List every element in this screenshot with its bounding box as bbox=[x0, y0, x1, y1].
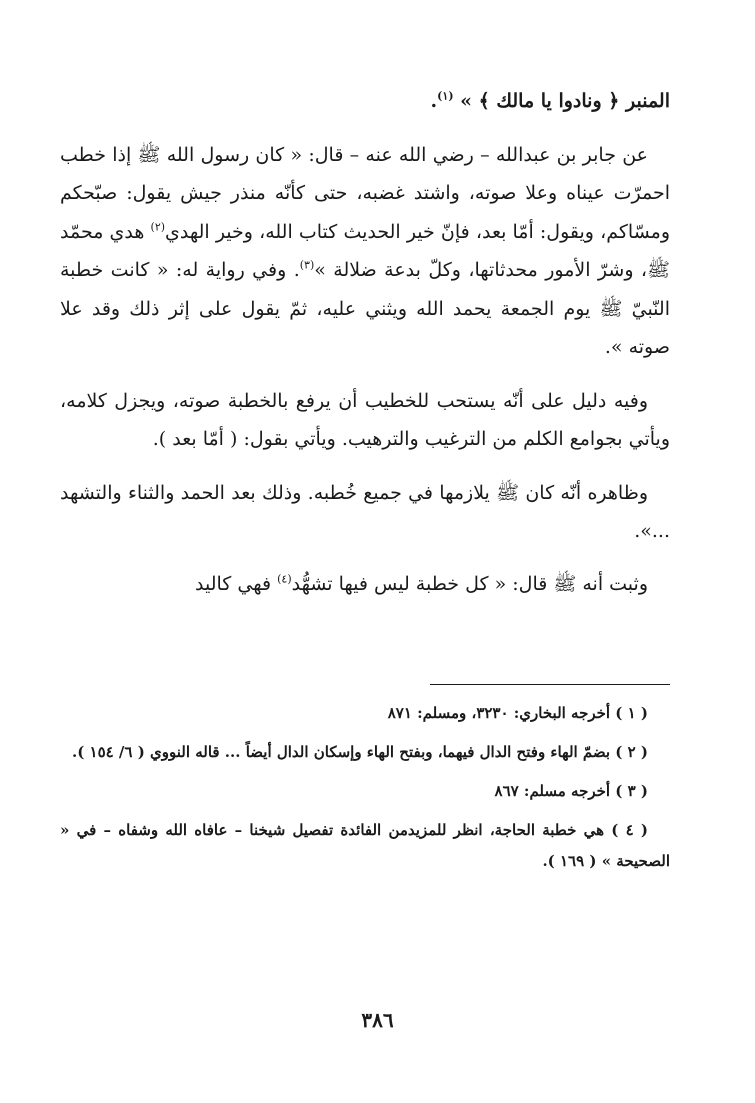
footnote-ref-4: (٤) bbox=[277, 572, 292, 586]
paragraph-1-text: المنبر ﴿ ونادوا يا مالك ﴾ » bbox=[453, 90, 670, 112]
paragraph-5-text: وثبت أنه ﷺ قال: « كل خطبة ليس فيها تشهُّد bbox=[291, 572, 648, 595]
paragraph-3 bbox=[60, 382, 670, 459]
paragraph-4 bbox=[60, 474, 670, 551]
paragraph-4-text: وظاهره أنّه كان ﷺ يلازمها في جميع خُطبه. وذلك بعد الحمد والثناء والتشهد ...». bbox=[60, 481, 670, 542]
footnote-1: ( ١ ) أخرجه البخاري: ٣٢٣٠، ومسلم: ٨٧١ bbox=[387, 704, 648, 722]
page-number: ٣٨٦ bbox=[361, 1008, 394, 1032]
paragraph-5-tail: فهي كاليد bbox=[195, 572, 278, 595]
footnote-ref-1: (١) bbox=[437, 89, 454, 103]
footnotes bbox=[60, 698, 670, 885]
footnote-2: ( ٢ ) بضمّ الهاء وفتح الدال فيهما، وبفتح الهاء وإسكان الدال أيضاً ... قاله النووي ( ٦/ ١٥٤ ). bbox=[71, 743, 648, 761]
footnote-ref-2: (٢) bbox=[150, 220, 166, 234]
paragraph-2 bbox=[60, 136, 670, 367]
paragraph-2-text: عن جابر بن عبدالله – رضي الله عنه – قال: « كان رسول الله ﷺ إذا خطب احمرّت عيناه وعلا صوته، واشتد غضبه، حتى كأنّه منذر جيش يقول: صبّحكم ومسّاكم، ويقول: أمّا بعد، فإنّ خير الحديث كتاب الله، وخير الهدي bbox=[60, 143, 671, 243]
paragraph-1-tail: . bbox=[430, 90, 438, 112]
footnote-divider bbox=[430, 684, 670, 685]
paragraph-3-text: وفيه دليل على أنّه يستحب للخطيب أن يرفع بالخطبة صوته، ويجزل كلامه، ويأتي بجوامع الكلم من الترغيب والترهيب. ويأتي بقول: ( أمّا بعد ). bbox=[60, 389, 670, 450]
paragraph-2-tail: هدي محمّد ﷺ، وشرّ الأمور محدثاتها، وكلّ بدعة ضلالة » bbox=[60, 220, 670, 281]
footnote-ref-3: (٣) bbox=[299, 258, 315, 272]
footnote-3: ( ٣ ) أخرجه مسلم: ٨٦٧ bbox=[494, 782, 648, 800]
main-text bbox=[60, 82, 670, 603]
paragraph-5 bbox=[60, 565, 670, 604]
paragraph-2-tail-2: . وفي رواية له: « كانت خطبة النّبيّ ﷺ يوم الجمعة يحمد الله ويثني عليه، ثمّ يقول على إثر ذلك وقد علا صوته ». bbox=[60, 259, 670, 358]
paragraph-1 bbox=[60, 82, 670, 121]
footnote-4: ( ٤ ) هي خطبة الحاجة، انظر للمزيدمن الفائدة تفصيل شيخنا – عافاه الله وشفاه – في « الصحيحة » ( ١٦٩ ). bbox=[60, 821, 670, 870]
